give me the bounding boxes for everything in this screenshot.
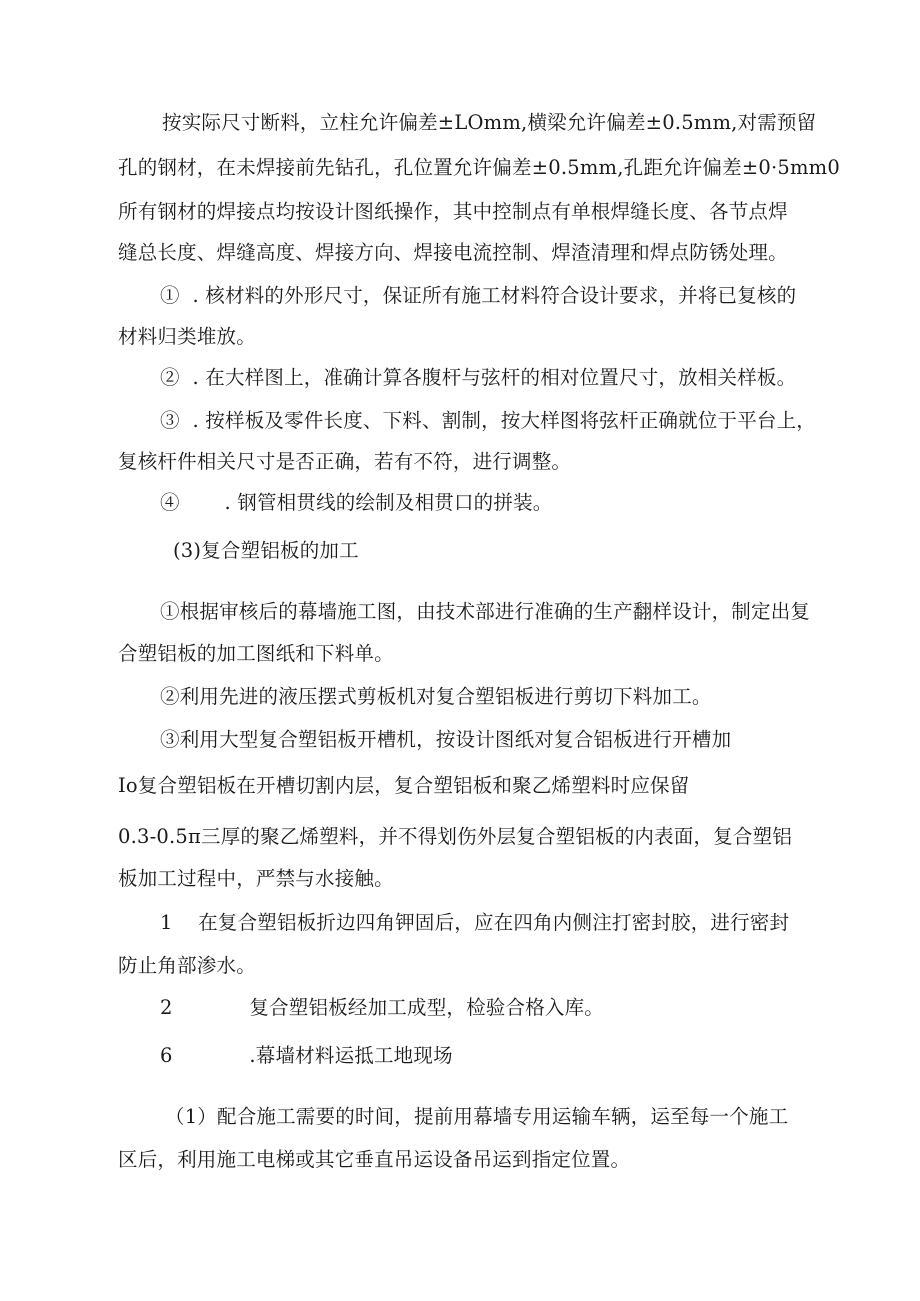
text-line: 0.3-0.5π三厚的聚乙烯塑料，并不得划伤外层复合塑铝板的内表面，复合塑铝 bbox=[118, 825, 793, 848]
text-line: 2 复合塑铝板经加工成型，检验合格入库。 bbox=[160, 996, 604, 1019]
text-line: ④ . 钢管相贯线的绘制及相贯口的拼装。 bbox=[160, 491, 553, 514]
text-line: 缝总长度、焊缝高度、焊接方向、焊接电流控制、焊渣清理和焊点防锈处理。 bbox=[118, 241, 788, 264]
text-line: 复核杆件相关尺寸是否正确，若有不符，进行调整。 bbox=[118, 450, 572, 473]
text-line: 1 在复合塑铝板折边四角钾固后，应在四角内侧注打密封胶，进行密封 bbox=[160, 911, 790, 934]
text-line: 区后，利用施工电梯或其它垂直吊运设备吊运到指定位置。 bbox=[118, 1148, 631, 1171]
text-line: ① . 核材料的外形尺寸，保证所有施工材料符合设计要求，并将已复核的 bbox=[160, 284, 797, 307]
text-line: ② . 在大样图上，准确计算各腹杆与弦杆的相对位置尺寸，放相关样板。 bbox=[160, 366, 797, 389]
text-line: ③利用大型复合塑铝板开槽机，按设计图纸对复合铝板进行开槽加 bbox=[160, 728, 732, 751]
text-line: ③ . 按样板及零件长度、下料、割制，按大样图将弦杆正确就位于平台上， bbox=[160, 409, 816, 432]
section-heading: (3)复合塑铝板的加工 bbox=[173, 539, 359, 562]
text-line: ①根据审核后的幕墙施工图，由技术部进行准确的生产翻样设计，制定出复 bbox=[160, 600, 811, 623]
text-line: 孔的钢材，在未焊接前先钻孔，孔位置允许偏差±0.5mm,孔距允许偏差±0·5mm0 bbox=[118, 156, 840, 179]
section-heading: 6 .幕墙材料运抵工地现场 bbox=[160, 1044, 453, 1067]
text-line: 合塑铝板的加工图纸和下料单。 bbox=[118, 642, 394, 665]
text-line: Io复合塑铝板在开槽切割内层，复合塑铝板和聚乙烯塑料时应保留 bbox=[118, 774, 690, 797]
text-line: 按实际尺寸断料，立柱允许偏差±LOmm,横梁允许偏差±0.5mm,对需预留 bbox=[162, 111, 817, 134]
text-line: 板加工过程中，严禁与水接触。 bbox=[118, 867, 394, 890]
text-line: （1）配合施工需要的时间，提前用幕墙专用运输车辆，运至每一个施工 bbox=[165, 1105, 789, 1128]
text-line: 防止角部渗水。 bbox=[118, 954, 256, 977]
text-line: 材料归类堆放。 bbox=[118, 325, 256, 348]
text-line: 所有钢材的焊接点均按设计图纸操作，其中控制点有单根焊缝长度、各节点焊 bbox=[118, 200, 788, 223]
text-line: ②利用先进的液压摆式剪板机对复合塑铝板进行剪切下料加工。 bbox=[160, 685, 712, 708]
